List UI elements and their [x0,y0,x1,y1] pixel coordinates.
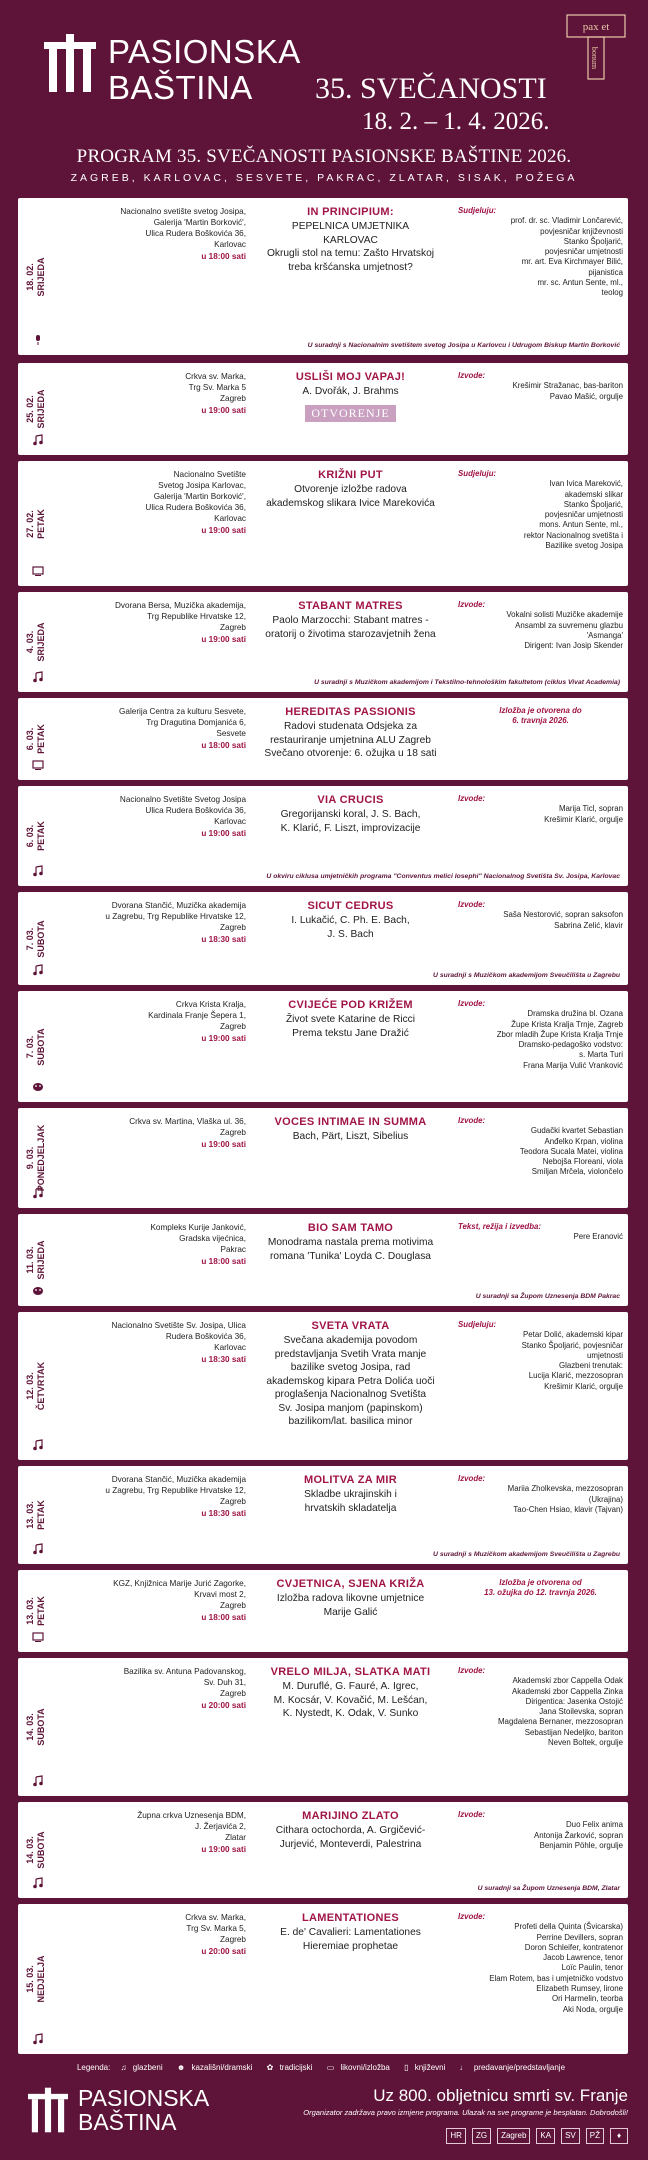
collaboration-note: U okviru ciklusa umjetničkih programa "Conventus melici Iosephi" Nacionalnog Svetišta Sv. Josipa, Karlovac [266,873,620,880]
event-description: I. Lukačić, C. Ph. E. Bach, J. S. Bach [291,915,410,940]
event-time: u 18:30 sati [201,1509,246,1518]
event-time: u 18:00 sati [201,1257,246,1266]
participants-text: Ivan Ivica Mareković, akademski slikar Stanko Špoljarić, povjesničar umjetnosti mons. Antun Sente, ml., rektor Nacionalnog svetišta i Bazilike svetog Josipa [523,479,623,551]
event-card [18,1312,628,1460]
microphone-icon [32,333,44,345]
opening-stamp: OTVORENJE [305,405,395,422]
music-note-icon [32,1774,44,1786]
event-card [18,698,628,780]
sponsor-logo: ♦ [610,2128,628,2144]
event-description: Radovi studenata Odsjeka za restauriranje umjetnina ALU Zagreb Svečano otvorenje: 6. ožujka u 18 sati [264,721,437,759]
event-description: Cithara octochorda, A. Grgičević- Jurjević, Monteverdi, Palestrina [275,1825,426,1850]
event-venue-text: Župna crkva Uznesenja BDM, J. Žerjavića 2, Zlatar [137,1811,246,1842]
participants-label: Sudjeluju: [458,1320,497,1329]
event-participants-block [458,900,623,931]
event-venue-text: Nacionalno svetište svetog Josipa, Galerija 'Martin Borković', Ulica Rudera Boškovića 36, Karlovac [120,207,246,249]
event-venue [56,999,246,1044]
event-info [248,1810,453,1851]
event-title: KRIŽNI PUT [318,469,383,481]
event-venue-text: Crkva Krista Kralja, Kardinala Franje Šepera 1, Zagreb [148,1000,246,1031]
event-description: E. de' Cavalieri: Lamentationes Hieremiae prophetae [280,1927,421,1952]
event-card [18,786,628,886]
event-info [248,371,453,422]
event-date-column [18,461,54,586]
event-info [248,206,453,274]
event-participants-block [458,1222,623,1243]
event-venue-text: Crkva sv. Martina, Vlaška ul. 36, Zagreb [129,1117,246,1137]
svg-text:bonum: bonum [590,46,599,70]
participants-label: Izvode: [458,1666,486,1675]
participants-label: Tekst, režija i izvedba: [458,1222,542,1231]
event-venue-text: Nacionalno Svetište Sv. Josipa, Ulica Rudera Boškovića 36, Karlovac [111,1321,246,1352]
event-description: PEPELNICA UMJETNIKA KARLOVAC Okrugli stol na temu: Zašto Hrvatskoj treba kršćanska umjetnost? [266,221,435,273]
event-venue [56,794,246,839]
event-venue [56,1912,246,1957]
event-date-column [18,1658,54,1796]
event-title: LAMENTATIONES [302,1912,399,1924]
event-description: Skladbe ukrajinskih i hrvatskih skladatelja [304,1489,397,1514]
exhibition-icon [32,564,44,576]
event-date-column [18,698,54,780]
event-venue [56,1666,246,1711]
event-description: Gregorijanski koral, J. S. Bach, K. Klarić, F. Liszt, improvizacije [280,809,421,834]
event-info [248,1474,453,1515]
event-card [18,1904,628,2054]
event-card [18,592,628,692]
event-description: Bach, Pärt, Liszt, Sibelius [292,1131,409,1142]
event-title: SICUT CEDRUS [307,900,394,912]
event-info [248,1320,453,1429]
event-date-column [18,1108,54,1208]
collaboration-note: U suradnji s Muzičkom akademijom i Tekstilno-tehnološkim fakultetom (ciklus Vivat Academia) [314,679,620,686]
sponsor-logo: ZG [472,2128,491,2144]
event-card [18,1214,628,1306]
event-participants-block [458,706,623,727]
event-participants-block [458,1578,623,1599]
participants-label: Izvode: [458,371,486,380]
event-date: 7. 03. SUBOTA [25,1027,46,1066]
pasionska-bastina-logo [44,34,96,92]
participants-text: Dramska družina bl. Ozana Župe Krista Kralja Trnje, Zagreb Zbor mladih Župe Krista Kralja Trnje Dramsko-pedagoško vodstvo: s. Marta Turi Frana Marija Vulić Vranković [496,1009,623,1070]
event-venue-text: Nacionalno Svetište Svetog Josipa Ulica Rudera Boškovića 36, Karlovac [119,795,246,826]
event-time: u 19:00 sati [201,406,246,415]
event-venue-text: Dvorana Stančić, Muzička akademija u Zagrebu, Trg Republike Hrvatske 12, Zagreb [105,1475,246,1506]
event-description: M. Duruflé, G. Fauré, A. Igrec, M. Kocsár, V. Kovačić, M. Lešćan, K. Nystedt, K. Odak, V. Sunko [273,1681,428,1719]
event-date: 27. 02. PETAK [25,508,46,539]
event-date: 15. 03. NEDJELJA [25,1955,46,2003]
participants-label: Izvode: [458,900,486,909]
event-title: SVETA VRATA [311,1320,390,1332]
event-title: STABANT MATRES [298,600,403,612]
event-date: 11. 03. SRIJEDA [25,1240,46,1280]
legend-item-literature: ▯ književni [404,2063,446,2072]
event-participants-block [458,999,623,1071]
participants-text: Saša Nestorović, sopran saksofon Sabrina Zelić, klavir [503,910,623,930]
event-title: CVJETNICA, SJENA KRIŽA [276,1578,425,1590]
event-venue [56,1578,246,1623]
event-participants-block [458,1474,623,1515]
pax-et-bonum-badge [566,14,626,80]
program-cities: ZAGREB, KARLOVAC, SESVETE, PAKRAC, ZLATAR, SISAK, POŽEGA [70,172,578,184]
event-card [18,363,628,455]
event-description: Izložba radova likovne umjetnice Marije Galić [276,1593,425,1618]
event-venue [56,900,246,945]
event-participants-block [458,371,623,402]
event-card [18,1466,628,1564]
event-venue [56,600,246,645]
event-date: 6. 03. PETAK [25,724,46,754]
event-date: 6. 03. PETAK [25,821,46,851]
legend-item-tradition: ✿ tradicijski [266,2063,313,2072]
event-time: u 18:00 sati [201,252,246,261]
event-info [248,1578,453,1619]
event-venue-text: Nacionalno Svetište Svetog Josipa Karlovac, Galerija 'Martin Borković', Ulica Rudera Boškovića 36, Karlovac [145,470,246,523]
event-venue-text: Galerija Centra za kulturu Sesvete, Trg Dragutina Domjanića 6, Sesvete [119,707,246,738]
event-participants-block [458,794,623,825]
event-date: 13. 03. PETAK [25,1500,46,1530]
event-time: u 18:30 sati [201,935,246,944]
music-note-icon [32,963,44,975]
legend-item-music: ♫ glazbeni [120,2063,163,2072]
event-title: IN PRINCIPIUM: [307,206,394,218]
event-title: CVIJEĆE POD KRIŽEM [288,999,413,1011]
event-title: BIO SAM TAMO [307,1222,394,1234]
event-title: VRELO MILJA, SLATKA MATI [270,1666,431,1678]
event-time: u 18:00 sati [201,1613,246,1622]
collaboration-note: U suradnji sa Župom Uznesenja BDM, Zlatar [477,1885,620,1892]
exhibition-note: Izložba je otvorena od 13. ožujka do 12. travnja 2026. [484,1578,597,1598]
event-participants-block [458,206,623,299]
participants-text: prof. dr. sc. Vladimir Lončarević, povjesničar književnosti Stanko Špoljarić, povjesničar umjetnosti mr. art. Eva Kirchmayer Bilić, pijanistica mr. sc. Antun Sente, ml., teolog [510,216,623,298]
footer-brand [78,2086,209,2134]
event-info [248,794,453,835]
event-card [18,1570,628,1652]
event-info [248,1912,453,1953]
event-card [18,461,628,586]
event-venue-text: Kompleks Kurije Janković, Gradska vijećnica, Pakrac [150,1223,246,1254]
event-info [248,1116,453,1144]
event-date-column [18,892,54,985]
event-description: A. Dvořák, J. Brahms [302,386,399,397]
event-date: 14. 03. SUBOTA [25,1708,46,1746]
event-venue-text: Dvorana Stančić, Muzička akademija u Zagrebu, Trg Republike Hrvatske 12, Zagreb [105,901,246,932]
participants-label: Izvode: [458,1912,486,1921]
event-date: 14. 03. SUBOTA [25,1831,46,1869]
event-card [18,991,628,1102]
event-date-column [18,1802,54,1898]
participants-label: Izvode: [458,1116,486,1125]
collaboration-note: U suradnji s Nacionalnim svetištem svetog Josipa u Karlovcu i Udrugom Biskup Martin Borković [307,342,620,349]
collaboration-note: U suradnji sa Župom Uznesenja BDM Pakrac [475,1293,620,1300]
participants-label: Izvode: [458,794,486,803]
footer-brand-line2: BAŠTINA [78,2109,177,2135]
event-date-column [18,592,54,692]
music-note-icon [32,1186,44,1198]
event-title: VOCES INTIMAE IN SUMMA [274,1116,427,1128]
participants-text: Mariia Zholkevska, mezzosopran (Ukrajina) Tao-Chen Hsiao, klavir (Tajvan) [507,1484,623,1514]
event-time: u 18:30 sati [201,1355,246,1364]
event-info [248,900,453,941]
event-date-column [18,1904,54,2054]
event-time: u 19:00 sati [201,526,246,535]
legend-item-lecture: ♩ predavanje/predstavljanje [459,2063,566,2072]
participants-text: Vokalni solisti Muzičke akademije Ansambl za suvremenu glazbu 'Asmanga' Dirigent: Ivan Josip Skender [506,610,623,651]
event-description: Svečana akademija povodom predstavljanja Svetih Vrata manje bazilike svetog Josipa, rad akademskog kipara Petra Dolića uoči proglašenja Nacionalnog Svetišta Sv. Josipa manjom (papinskom) bazilikom/lat. basilica minor [266,1335,435,1427]
participants-text: Profeti della Quinta (Švicarska) Perrine Devillers, sopran Doron Schleifer, kontratenor Jacob Lawrence, tenor Loïc Paulin, tenor Elam Rotem, bas i umjetničko vodstvo Elizabeth Rumsey, lirone Ori Harmelin, teorba Aki Noda, orgulje [489,1922,623,2014]
event-participants-block [458,1810,623,1851]
sponsor-logo: SV [561,2128,580,2144]
legend [18,2063,628,2077]
event-time: u 19:00 sati [201,1140,246,1149]
event-date: 18. 02. SRIJEDA [25,256,46,297]
event-info [248,1222,453,1263]
participants-text: Akademski zbor Cappella Odak Akademski zbor Cappella Zinka Dirigentica: Jasenka Ostojić Jana Stoilevska, sopran Magdalena Bernaner, mezzosopran Sebastijan Nedeljko, bariton Neven Boltek, orgulje [497,1676,623,1748]
music-note-icon [32,1876,44,1888]
event-date-column [18,1214,54,1306]
event-venue [56,1474,246,1519]
sponsor-logo: HR [446,2128,466,2144]
legend-title: Legenda: [76,2063,111,2072]
music-note-icon [32,1438,44,1450]
exhibition-icon [32,758,44,770]
program-title: PROGRAM 35. SVEČANOSTI PASIONSKE BAŠTINE 2026. [76,146,572,167]
event-date-column [18,786,54,886]
event-card [18,1658,628,1796]
event-time: u 20:00 sati [201,1701,246,1710]
event-time: u 20:00 sati [201,1947,246,1956]
event-participants-block [458,1666,623,1748]
event-date-column [18,363,54,455]
event-venue [56,371,246,416]
event-venue [56,706,246,751]
sponsor-logo: KA [536,2128,555,2144]
event-description: Paolo Marzocchi: Stabant matres - oratorij o životima starozavjetnih žena [265,615,436,640]
music-note-icon [32,433,44,445]
event-card [18,198,628,355]
collaboration-note: U suradnji s Muzičkom akademijom Sveučilišta u Zagrebu [433,1551,620,1558]
event-participants-block [458,469,623,551]
page-header [0,0,648,185]
event-venue-text: Dvorana Bersa, Muzička akademija, Trg Republike Hrvatske 12, Zagreb [114,601,246,632]
event-date-column [18,198,54,355]
music-note-icon [32,670,44,682]
event-title: USLIŠI MOJ VAPAJ! [295,371,406,383]
event-date: 25. 02. SRIJEDA [25,389,46,429]
event-date: 4. 03. SRIJEDA [25,622,46,662]
participants-text: Krešimir Stražanac, bas-bariton Pavao Mašić, orgulje [512,381,623,401]
participants-label: Sudjeluju: [458,206,497,215]
sponsor-logo: PŽ [586,2128,604,2144]
participants-text: Duo Felix anima Antonija Žarković, sopran Benjamin Pöhle, orgulje [533,1820,623,1850]
event-venue [56,1810,246,1855]
participants-label: Izvode: [458,1810,486,1819]
event-participants-block [458,1116,623,1178]
participants-label: Izvode: [458,600,486,609]
legend-item-exhibition: ▭ likovni/izložba [326,2063,390,2072]
exhibition-note: Izložba je otvorena do 6. travnja 2026. [499,706,582,726]
event-info [248,1666,453,1721]
participants-text: Petar Dolić, akademski kipar Stanko Špoljarić, povjesničar umjetnosti Glazbeni trenutak: Lucija Klarić, mezzosopran Krešimir Klarić, orgulje [521,1330,623,1391]
event-time: u 19:00 sati [201,829,246,838]
event-venue-text: Bazilika sv. Antuna Padovanskog, Sv. Duh 31, Zagreb [123,1667,246,1698]
edition-label: 35. SVEČANOSTI [315,72,547,105]
footer-slogan: Uz 800. obljetnicu smrti sv. Franje [373,2086,628,2105]
participants-text: Pere Eranović [573,1232,623,1242]
event-time: u 19:00 sati [201,635,246,644]
event-title: MARIJINO ZLATO [302,1810,399,1822]
event-title: HEREDITAS PASSIONIS [285,706,416,718]
event-info [248,600,453,641]
participants-text: Gudački kvartet Sebastian Anđelko Krpan, violina Teodora Sucala Matei, violina Nebojša Floreani, viola Smiljan Mrčela, violončelo [519,1126,623,1177]
event-description: Život svete Katarine de Ricci Prema tekstu Jane Dražić [285,1014,416,1039]
brand-line1: PASIONSKA [108,33,301,70]
event-time: u 19:00 sati [201,1034,246,1043]
event-participants-block [458,1912,623,2015]
sponsor-logos [328,2124,628,2148]
event-venue [56,206,246,262]
participants-text: Marija Ticl, sopran Krešimir Klarić, orgulje [544,804,623,824]
sponsor-logo: Zagreb [497,2128,530,2144]
event-venue-text: Crkva sv. Marka, Trg Sv. Marka 5 Zagreb [185,372,246,403]
event-date: 12. 03. ČETVRTAK [25,1361,46,1411]
event-info [248,999,453,1040]
svg-text:pax et: pax et [582,21,610,33]
participants-label: Izvode: [458,999,486,1008]
theatre-masks-icon [32,1080,44,1092]
event-info [248,469,453,510]
collaboration-note: U suradnji s Muzičkom akademijom Sveučilišta u Zagrebu [433,972,620,979]
festival-dates: 18. 2. – 1. 4. 2026. [362,108,550,135]
event-date-column [18,1466,54,1564]
footer-note: Organizator zadržava pravo izmjene programa. Ulazak na sve programe je besplatan. Dobrodošli! [303,2108,628,2117]
event-date-column [18,1312,54,1460]
event-venue [56,469,246,536]
music-note-icon [32,1542,44,1554]
footer-brand-line1: PASIONSKA [78,2085,210,2111]
event-time: u 18:00 sati [201,741,246,750]
participants-label: Izvode: [458,1474,486,1483]
brand-line2: BAŠTINA [108,69,253,106]
event-venue [56,1320,246,1365]
event-description: Monodrama nastala prema motivima romana 'Tunika' Loyda C. Douglasa [267,1237,434,1262]
legend-item-theatre: ☻ kazališni/dramski [176,2063,253,2072]
participants-label: Sudjeluju: [458,469,497,478]
event-description: Otvorenje izložbe radova akademskog slikara Ivice Marekovića [266,484,435,509]
event-date: 7. 03. SUBOTA [25,919,46,958]
event-info [248,706,453,761]
event-date: 9. 03. PONEDJELJAK [25,1124,46,1192]
event-date-column [18,1570,54,1652]
footer-logo [28,2087,68,2133]
music-note-icon [32,864,44,876]
event-card [18,892,628,985]
event-card [18,1108,628,1208]
event-venue-text: KGZ, Knjižnica Marije Jurić Zagorke, Krvavi most 2, Zagreb [113,1579,246,1610]
event-venue-text: Crkva sv. Marka, Trg Sv. Marka 5, Zagreb [185,1913,246,1944]
event-date: 13. 03. PETAK [25,1596,46,1626]
brand-title [108,34,301,106]
event-participants-block [458,600,623,651]
event-date-column [18,991,54,1102]
event-venue [56,1222,246,1267]
event-title: VIA CRUCIS [317,794,384,806]
event-card [18,1802,628,1898]
exhibition-icon [32,1630,44,1642]
event-time: u 19:00 sati [201,1845,246,1854]
theatre-masks-icon [32,1284,44,1296]
event-venue [56,1116,246,1150]
event-title: MOLITVA ZA MIR [303,1474,397,1486]
music-note-icon [32,2032,44,2044]
event-participants-block [458,1320,623,1392]
